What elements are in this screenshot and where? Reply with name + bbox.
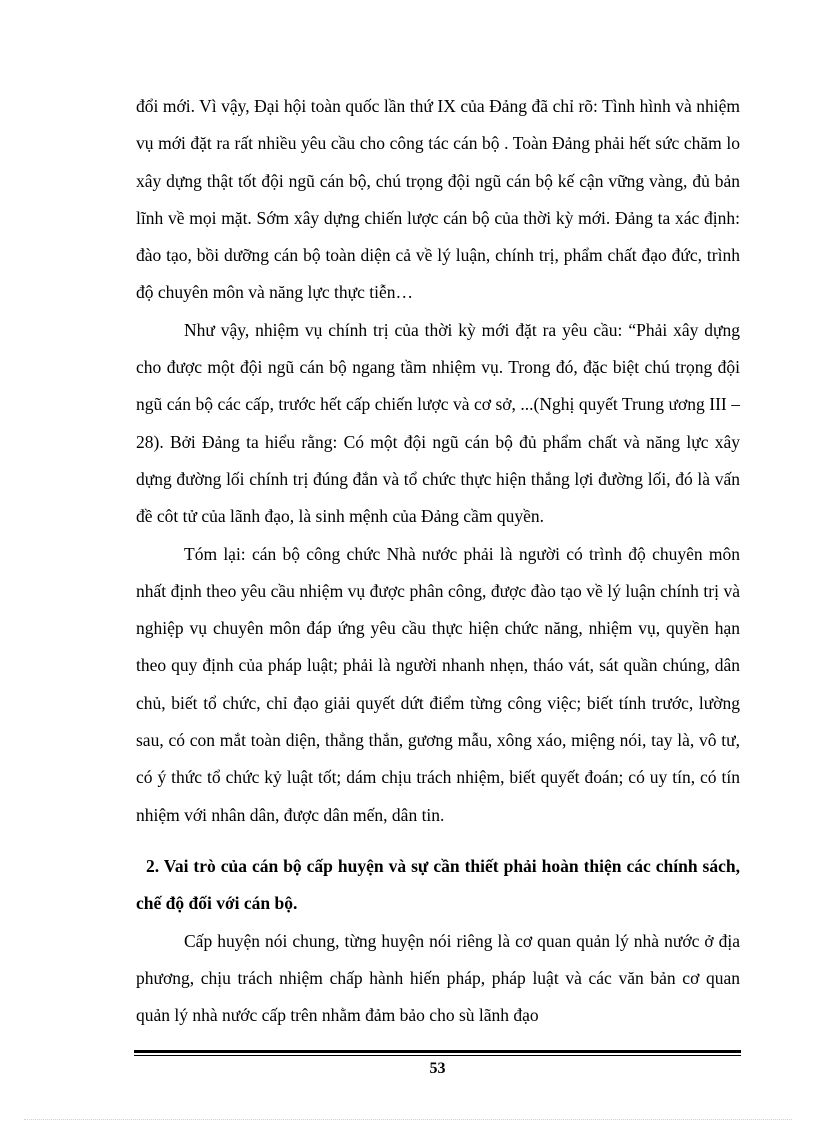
paragraph-political-task: Như vậy, nhiệm vụ chính trị của thời kỳ mới đặt ra yêu cầu: “Phải xây dựng cho được một đội ngũ cán bộ ngang tầm nhiệm vụ. Trong đó, đặc biệt chú trọng đội ngũ cán bộ các cấp, trước hết cấp chiến lược và cơ sở, ...(Nghị quyết Trung ương III – 28). Bởi Đảng ta hiểu rằng: Có một đội ngũ cán bộ đủ phẩm chất và năng lực xây dựng đường lối chính trị đúng đắn và tổ chức thực hiện thắng lợi đường lối, đó là vấn đề côt tử của lãnh đạo, là sinh mệnh của Đảng cầm quyền. [136,319,740,527]
footer-divider-thick-line [134,1050,741,1053]
footer-divider [134,1050,741,1057]
footer-divider-thin-line [134,1055,741,1056]
section-heading: 2. Vai trò của cán bộ cấp huyện và sự cần thiết phải hoàn thiện các chính sách, chế độ đối với cán bộ. [136,855,740,914]
paragraph-continuation: đổi mới. Vì vậy, Đại hội toàn quốc lần thứ IX của Đảng đã chỉ rõ: Tình hình và nhiệm vụ mới đặt ra rất nhiều yêu cầu cho công tác cán bộ . Toàn Đảng phải hết sức chăm lo xây dựng thật tốt đội ngũ cán bộ, chú trọng đội ngũ cán bộ kế cận vững vàng, đủ bản lĩnh về mọi mặt. Sớm xây dựng chiến lược cán bộ của thời kỳ mới. Đảng ta xác định: đào tạo, bồi dưỡng cán bộ toàn diện cả về lý luận, chính trị, phẩm chất đạo đức, trình độ chuyên môn và năng lực thực tiễn… [136,96,740,303]
paragraph-summary: Tóm lại: cán bộ công chức Nhà nước phải là người có trình độ chuyên môn nhất định theo yêu cầu nhiệm vụ được phân công, được đào tạo về lý luận chính trị và nghiệp vụ chuyên môn đáp ứng yêu cầu thực hiện chức năng, nhiệm vụ, quyền hạn theo quy định của pháp luật; phải là người nhanh nhẹn, tháo vát, sát quần chúng, dân chủ, biết tổ chức, chỉ đạo giải quyết dứt điểm từng công việc; biết tính trước, lường sau, có con mắt toàn diện, thẳng thắn, gương mẫu, xông xáo, miệng nói, tay là, vô tư, có ý thức tổ chức kỷ luật tốt; dám chịu trách nhiệm, biết quyết đoán; có uy tín, có tín nhiệm với nhân dân, được dân mến, dân tin. [136,543,740,825]
page-number: 53 [429,1060,446,1077]
document-body [136,88,740,1034]
page-bottom-dotted-edge [24,1119,792,1120]
paragraph-district-level: Cấp huyện nói chung, từng huyện nói riêng là cơ quan quản lý nhà nước ở địa phương, chịu trách nhiệm chấp hành hiến pháp, pháp luật và các văn bản cơ quan quản lý nhà nước cấp trên nhằm đảm bảo cho sù lãnh đạo [136,930,740,1026]
